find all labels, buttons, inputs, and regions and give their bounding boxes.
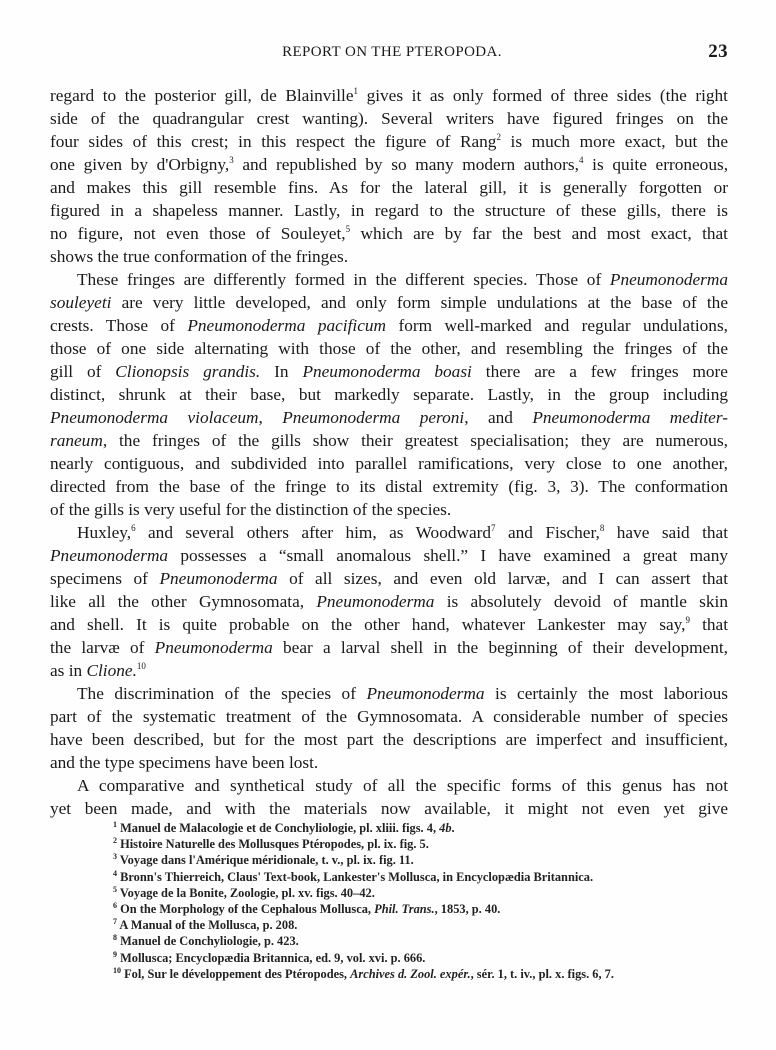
text-run: , [258, 408, 283, 427]
text-line [50, 360, 728, 383]
running-head [50, 42, 734, 64]
paragraph [50, 268, 728, 521]
text-line [50, 751, 728, 774]
text-run: is quite erroneous, [583, 155, 728, 174]
text-run: those of one side alternating with those of the other, and resembling the fringes of the [50, 339, 728, 358]
text-line [50, 84, 728, 107]
text-line [50, 567, 728, 590]
paragraph [50, 682, 728, 774]
text-run: like all the other Gymnosomata, [50, 592, 317, 611]
italic-text: Pneumonoderma mediter- [532, 408, 728, 427]
text-run: Voyage de la Bonite, Zoologie, pl. xv. figs. 40–42. [117, 885, 375, 900]
text-run: Manuel de Conchyliologie, p. 423. [117, 934, 299, 949]
footnote-reference: 2 [496, 132, 501, 142]
text-run: and shell. It is quite probable on the other hand, whatever Lankester may say, [50, 615, 686, 634]
text-line [50, 636, 728, 659]
text-line [50, 774, 728, 797]
italic-text: Phil. Trans. [374, 902, 435, 917]
text-run: Bronn's Thierreich, Claus' Text-book, Lankester's Mollusca, in Encyclopædia Britannica. [117, 869, 594, 884]
text-run: . [451, 821, 455, 835]
footnote-reference: 5 [345, 224, 351, 234]
text-run: Histoire Naturelle des Mollusques Ptéropodes, pl. ix. fig. 5. [117, 837, 429, 852]
footnote [113, 836, 693, 852]
footnote-reference: 3 [229, 155, 234, 165]
text-run: A comparative and synthetical study of all the specific forms of this genus has not [77, 776, 728, 795]
text-run: gill of [50, 362, 116, 381]
italic-text: Pneumonoderma pacificum [187, 316, 386, 335]
text-run: form well-marked and regular undulations, [386, 316, 728, 335]
text-run: the larvæ of [50, 638, 155, 657]
text-line [50, 498, 728, 521]
footnote-reference: 9 [113, 949, 117, 959]
text-run: Fol, Sur le développement des Ptéropodes, [121, 966, 351, 981]
text-run: regard to the posterior gill, de Blainville [50, 86, 354, 105]
italic-text: Pneumonoderma violaceum [50, 408, 259, 427]
footnote-reference: 10 [113, 965, 121, 975]
text-run: crests. Those of [50, 316, 188, 335]
text-run: that [689, 615, 728, 634]
text-run: The discrimination of the species of [77, 684, 367, 703]
text-run: no figure, not even those of Souleyet, [50, 224, 346, 243]
footnote-reference: 1 [353, 86, 358, 96]
text-line [50, 107, 728, 130]
text-run: Voyage dans l'Amérique méridionale, t. v., pl. ix. fig. 11. [117, 853, 414, 868]
italic-text: 4b [439, 821, 452, 835]
running-title: REPORT ON THE PTEROPODA. [282, 44, 502, 60]
text-run: directed from the base of the fringe to its distal extremity (fig. 3, 3). The conformation [50, 477, 728, 496]
paragraph [50, 774, 728, 820]
text-line [50, 544, 728, 567]
text-line [50, 705, 728, 728]
text-run: nearly contiguous, and subdivided into parallel ramifications, very close to one another, [50, 454, 728, 473]
text-line [50, 590, 728, 613]
italic-text: Archives d. Zool. expér. [350, 966, 471, 981]
footnote [113, 933, 693, 949]
footnote [113, 852, 693, 868]
footnote-reference: 7 [491, 523, 496, 533]
footnote-reference: 4 [578, 155, 584, 165]
text-run: which are by far the best and most exact, that [350, 224, 728, 243]
text-line [50, 176, 728, 199]
footnote-reference: 9 [685, 615, 690, 625]
text-line [50, 383, 728, 406]
footnote-reference: 6 [131, 523, 136, 533]
text-run: figured in a shapeless manner. Lastly, in regard to the structure of these gills, there is [50, 201, 728, 220]
text-run: of all sizes, and even old larvæ, and I can assert that [277, 569, 728, 588]
italic-text: Pneumonoderma boasi [302, 362, 472, 381]
text-run: and the type specimens have been lost. [50, 753, 319, 772]
text-line [50, 130, 728, 153]
footnotes [113, 820, 693, 982]
text-run: , and [464, 408, 533, 427]
text-line [50, 268, 728, 291]
text-run: A Manual of the Mollusca, p. 208. [117, 918, 298, 933]
text-run: possesses a “small anomalous shell.” I have examined a great many [168, 546, 728, 565]
italic-text: Pneumonoderma [366, 684, 485, 703]
text-line [50, 314, 728, 337]
text-line [50, 245, 728, 268]
footnote [113, 917, 693, 933]
text-line [50, 613, 728, 636]
text-line [50, 199, 728, 222]
text-run: are very little developed, and only form simple undulations at the base of the [111, 293, 728, 312]
footnote [113, 869, 693, 885]
footnote-reference: 10 [136, 661, 146, 671]
paragraph [50, 84, 728, 268]
footnote-reference: 5 [113, 884, 117, 894]
text-run: On the Morphology of the Cephalous Mollusca, [117, 902, 375, 917]
text-run: yet been made, and with the materials now available, it might not even yet give [50, 799, 728, 818]
text-line [50, 728, 728, 751]
footnote-reference: 8 [113, 933, 117, 943]
text-run: In [260, 362, 303, 381]
footnote-reference: 4 [113, 868, 117, 878]
italic-text: Clionopsis grandis. [115, 362, 261, 381]
text-run: have said that [604, 523, 728, 542]
italic-text: Pneumonoderma [50, 546, 169, 565]
italic-text: Pneumonoderma [316, 592, 435, 611]
text-run: four sides of this crest; in this respect the figure of Rang [50, 132, 497, 151]
italic-text: Pneumonoderma [154, 638, 273, 657]
italic-text: Pneumonoderma [159, 569, 278, 588]
paragraph [50, 521, 728, 682]
text-run: one given by d'Orbigny, [50, 155, 230, 174]
text-run: distinct, shrunk at their base, but markedly separate. Lastly, in the group including [50, 385, 728, 404]
text-run: is absolutely devoid of mantle skin [434, 592, 728, 611]
text-run: there are a few fringes more [471, 362, 728, 381]
text-line [50, 659, 728, 682]
footnote-reference: 3 [113, 852, 117, 862]
text-run: and republished by so many modern authors, [233, 155, 579, 174]
text-run: and several others after him, as Woodward [135, 523, 492, 542]
text-run: , sér. 1, t. iv., pl. x. figs. 6, 7. [470, 966, 614, 981]
text-run: specimens of [50, 569, 160, 588]
text-line [50, 475, 728, 498]
italic-text: Pneumonoderma peroni [282, 408, 465, 427]
footnote-reference: 7 [113, 917, 117, 927]
text-line [50, 406, 728, 429]
text-line [50, 153, 728, 176]
footnote-reference: 8 [599, 523, 605, 533]
text-run: Manuel de Malacologie et de Conchyliologie, pl. xliii. figs. 4, [117, 821, 440, 835]
text-run: and Fischer, [495, 523, 600, 542]
italic-text: souleyeti [50, 293, 112, 312]
footnote [113, 901, 693, 917]
text-line [50, 291, 728, 314]
text-run: , the fringes of the gills show their greatest specialisation; they are numerous, [102, 431, 728, 450]
text-run: gives it as only formed of three sides (the right [357, 86, 728, 105]
text-run: side of the quadrangular crest wanting). Several writers have figured fringes on the [50, 109, 728, 128]
text-line [50, 337, 728, 360]
text-line [50, 452, 728, 475]
text-run: is certainly the most laborious [484, 684, 728, 703]
footnote [113, 820, 693, 836]
text-run: shows the true conformation of the fringes. [50, 247, 349, 266]
text-line [50, 682, 728, 705]
text-line [50, 797, 728, 820]
footnote [113, 950, 693, 966]
footnote-reference: 2 [113, 836, 117, 846]
text-line [50, 222, 728, 245]
text-run: , 1853, p. 40. [434, 902, 501, 917]
text-run: Huxley, [77, 523, 132, 542]
footnote [113, 885, 693, 901]
text-run: and makes this gill resemble fins. As for the lateral gill, it is generally forgotten or [50, 178, 728, 197]
text-run: These fringes are differently formed in the different species. Those of [77, 270, 610, 289]
italic-text: raneum [50, 431, 103, 450]
text-run: is much more exact, but the [500, 132, 728, 151]
text-run: as in [50, 661, 87, 680]
italic-text: Clione. [86, 661, 137, 680]
italic-text: Pneumonoderma [609, 270, 728, 289]
text-run: bear a larval shell in the beginning of their development, [272, 638, 728, 657]
text-run: of the gills is very useful for the distinction of the species. [50, 500, 452, 519]
text-run: have been described, but for the most part the descriptions are imperfect and insufficient, [50, 730, 728, 749]
text-run: part of the systematic treatment of the Gymnosomata. A considerable number of species [50, 707, 728, 726]
page-number: 23 [708, 41, 728, 62]
text-line [50, 521, 728, 544]
body-text [50, 84, 728, 820]
text-run: Mollusca; Encyclopædia Britannica, ed. 9, vol. xvi. p. 666. [117, 950, 426, 965]
footnote-reference: 6 [113, 901, 117, 911]
text-line [50, 429, 728, 452]
footnote [113, 966, 693, 982]
footnote-reference: 1 [113, 820, 117, 829]
